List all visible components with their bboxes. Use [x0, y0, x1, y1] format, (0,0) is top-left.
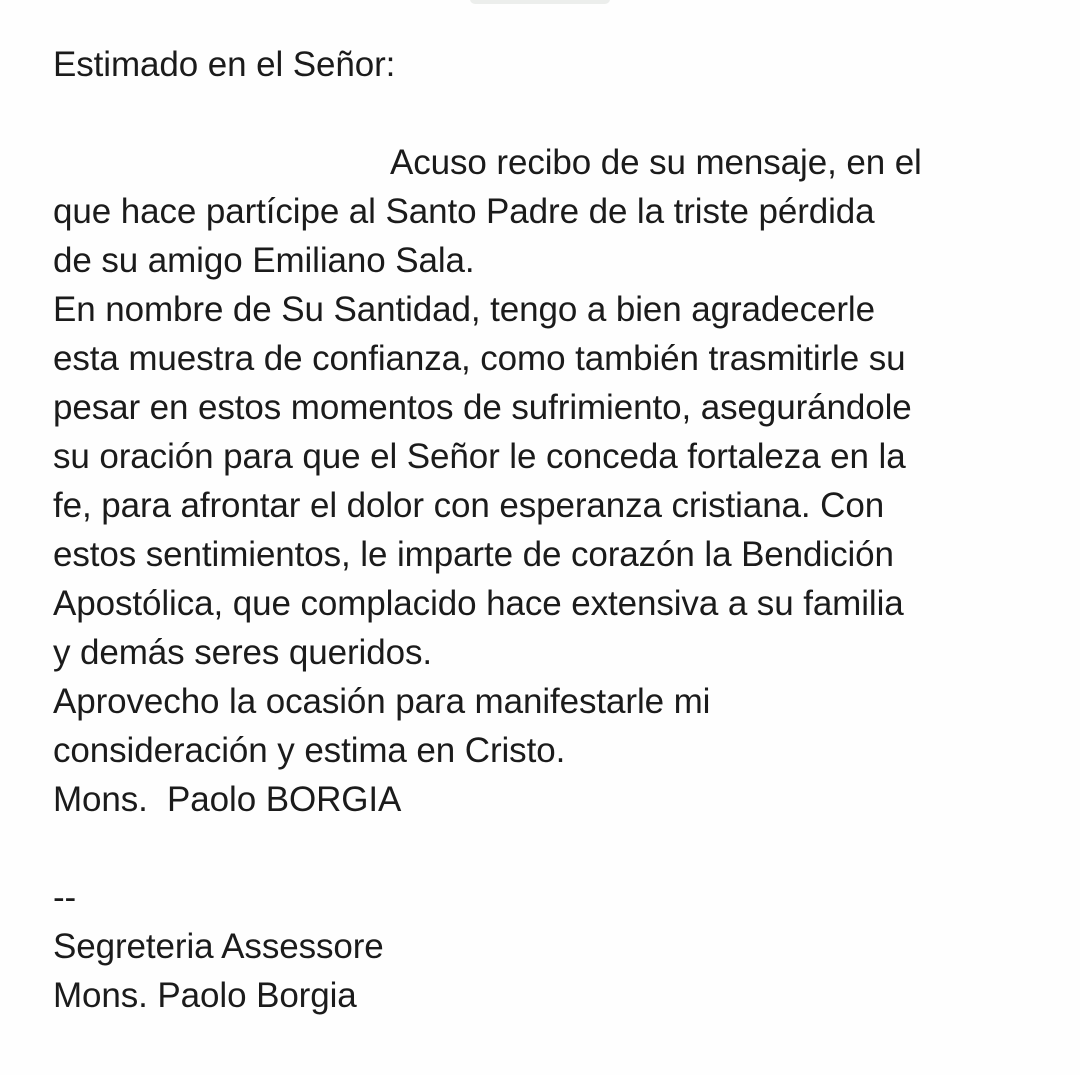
footer-name: Mons. Paolo Borgia	[53, 976, 357, 1015]
letter-line: fe, para afrontar el dolor con esperanza cristiana. Con	[53, 486, 885, 525]
letter-line: estos sentimientos, le imparte de corazón la Bendición	[53, 535, 894, 574]
signature-separator: --	[53, 878, 77, 917]
blank-line	[53, 824, 1053, 873]
letter-line: Apostólica, que complacido hace extensiva a su familia	[53, 584, 904, 623]
letter-line: esta muestra de confianza, como también trasmitirle su	[53, 339, 906, 378]
footer-department: Segreteria Assessore	[53, 927, 384, 966]
signature-line: Mons. Paolo BORGIA	[53, 780, 402, 819]
cropped-top-decoration	[470, 0, 610, 4]
letter-line: que hace partícipe al Santo Padre de la triste pérdida	[53, 192, 875, 231]
letter-line: Aprovecho la ocasión para manifestarle mi	[53, 682, 711, 721]
letter-line: Acuso recibo de su mensaje, en el	[390, 143, 922, 182]
letter-line: de su amigo Emiliano Sala.	[53, 241, 475, 280]
letter-body	[53, 40, 1053, 1020]
letter-line: su oración para que el Señor le conceda fortaleza en la	[53, 437, 906, 476]
letter-line: pesar en estos momentos de sufrimiento, asegurándole	[53, 388, 912, 427]
letter-greeting: Estimado en el Señor:	[53, 45, 396, 84]
letter-line: consideración y estima en Cristo.	[53, 731, 566, 770]
letter-line: y demás seres queridos.	[53, 633, 432, 672]
letter-line: En nombre de Su Santidad, tengo a bien agradecerle	[53, 290, 875, 329]
